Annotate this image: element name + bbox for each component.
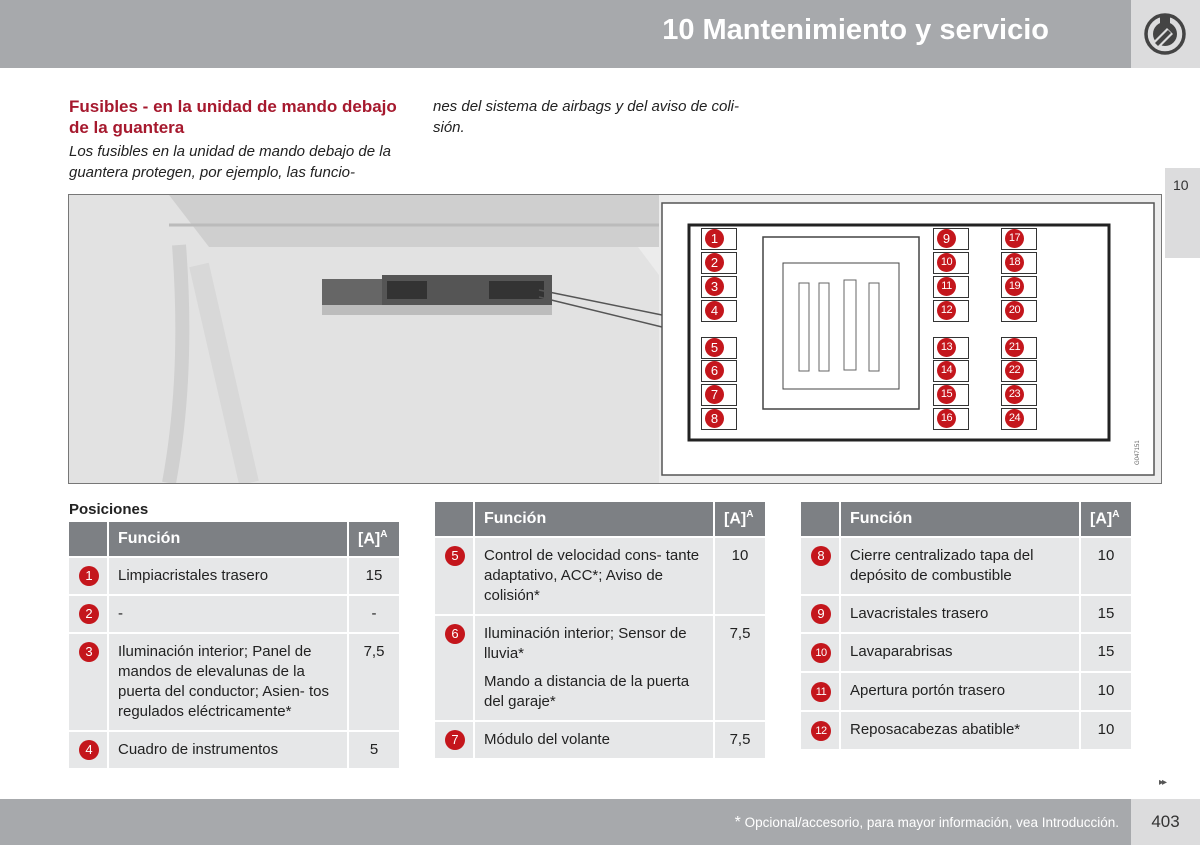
amp-header-label: [A] <box>724 510 747 528</box>
amp-header-sup: A <box>746 509 754 521</box>
footer-note-text: Opcional/accesorio, para mayor información, vea Introducción. <box>744 815 1119 830</box>
table-row <box>801 712 1131 749</box>
fuse-function-text: Cierre centralizado tapa del depósito de combustible <box>850 547 1034 584</box>
fuse-function-cell <box>107 558 347 594</box>
fuse-box-illustration <box>68 194 1162 484</box>
table-row <box>801 673 1131 710</box>
fuse-amp-cell: 7,5 <box>713 722 765 758</box>
fuse-function-cell <box>839 673 1079 710</box>
column-amp-header <box>347 522 399 556</box>
fuse-function-cell <box>107 596 347 632</box>
fuse-amp-cell: 7,5 <box>713 616 765 720</box>
fuse-badge-9: 9 <box>937 229 956 248</box>
table-row <box>801 634 1131 671</box>
table-row <box>435 538 765 614</box>
amp-header-label: [A] <box>1090 510 1113 528</box>
fuse-badge-24: 24 <box>1005 409 1024 428</box>
fuse-badge-16: 16 <box>937 409 956 428</box>
fuse-number-badge: 12 <box>811 721 831 741</box>
column-amp-header <box>1079 502 1131 536</box>
fuse-number-badge: 9 <box>811 604 831 624</box>
fuse-number-cell <box>801 634 839 671</box>
fuse-badge-6: 6 <box>705 361 724 380</box>
table-row <box>69 732 399 768</box>
fuse-badge-21: 21 <box>1005 338 1024 357</box>
fuse-amp-cell: 15 <box>1079 634 1131 671</box>
intro-text-right: nes del sistema de airbags y del aviso de coli- sión. <box>433 98 739 136</box>
fuse-function-cell <box>473 722 713 758</box>
column-number-header <box>801 502 839 536</box>
intro-text-left: Los fusibles en la unidad de mando debajo de la guantera protegen, por ejemplo, las funcio- <box>69 143 391 181</box>
fuse-number-badge: 8 <box>811 546 831 566</box>
fuse-number-cell <box>69 634 107 730</box>
chapter-title: 10 Mantenimiento y servicio <box>662 14 1049 46</box>
fuse-function-text: Iluminación interior; Panel de mandos de elevalunas de la puerta del conductor; Asien- tos regulados eléctricamente* <box>118 643 329 720</box>
amp-header-sup: A <box>1112 509 1120 521</box>
column-number-header <box>435 502 473 536</box>
column-function-header: Función <box>473 502 713 536</box>
amp-header-label: [A] <box>358 530 381 548</box>
fuse-function-text: Cuadro de instrumentos <box>118 741 279 758</box>
fuse-function-text: Apertura portón trasero <box>850 682 1006 699</box>
fuse-badge-22: 22 <box>1005 361 1024 380</box>
column-function-header: Función <box>839 502 1079 536</box>
fuse-function-cell <box>107 732 347 768</box>
fuse-function-text: Limpiacristales trasero <box>118 567 269 584</box>
fuse-number-badge: 11 <box>811 682 831 702</box>
fuse-function-text: Iluminación interior; Sensor de lluvia* <box>484 625 687 662</box>
continue-arrows-icon: ▸▸ <box>1159 777 1166 788</box>
fuse-badge-10: 10 <box>937 253 956 272</box>
positions-label: Posiciones <box>69 501 149 518</box>
table-row <box>435 616 765 720</box>
illustration-code: G047151 <box>1135 440 1141 465</box>
fuse-amp-cell: 15 <box>1079 596 1131 632</box>
fuse-function-cell <box>473 616 713 720</box>
table-row <box>801 596 1131 632</box>
fuse-number-cell <box>435 538 473 614</box>
fuse-badge-8: 8 <box>705 409 724 428</box>
footer-note <box>735 814 1119 832</box>
fuse-function-cell <box>839 596 1079 632</box>
section-title: Fusibles - en la unidad de mando debajo de la guantera <box>69 97 397 137</box>
column-function-header: Función <box>107 522 347 556</box>
table-row <box>435 722 765 758</box>
fuse-function-cell <box>839 634 1079 671</box>
column-amp-header <box>713 502 765 536</box>
fuse-number-cell <box>69 596 107 632</box>
fuse-amp-cell: 10 <box>1079 538 1131 594</box>
fuse-number-cell <box>435 616 473 720</box>
fuse-amp-cell: 5 <box>347 732 399 768</box>
fuse-number-cell <box>801 712 839 749</box>
fuse-number-cell <box>801 596 839 632</box>
fuse-amp-cell: 10 <box>713 538 765 614</box>
fuse-amp-cell: 15 <box>347 558 399 594</box>
fuse-number-badge: 10 <box>811 643 831 663</box>
fuse-badge-18: 18 <box>1005 253 1024 272</box>
fuse-number-badge: 7 <box>445 730 465 750</box>
page-number: 403 <box>1131 799 1200 845</box>
fuse-badge-14: 14 <box>937 361 956 380</box>
fuse-function-cell <box>839 712 1079 749</box>
fuse-table-3 <box>801 500 1131 751</box>
fuse-badge-19: 19 <box>1005 277 1024 296</box>
fuse-badge-20: 20 <box>1005 301 1024 320</box>
fuse-badge-17: 17 <box>1005 229 1024 248</box>
fuse-function-cell <box>839 538 1079 594</box>
fuse-badge-5: 5 <box>705 338 724 357</box>
fuse-amp-cell: 7,5 <box>347 634 399 730</box>
page-header <box>0 0 1131 68</box>
table-row <box>69 596 399 632</box>
table-row <box>69 634 399 730</box>
fuse-table-2 <box>435 500 765 760</box>
fuse-badge-23: 23 <box>1005 385 1024 404</box>
wrench-gear-icon <box>1143 12 1187 56</box>
fuse-function-text: - <box>118 605 123 622</box>
fuse-badge-11: 11 <box>937 277 956 296</box>
fuse-function-text: Lavacristales trasero <box>850 605 989 622</box>
fuse-function-cell <box>473 538 713 614</box>
fuse-function-text-secondary: Mando a distancia de la puerta del garaje* <box>484 673 690 710</box>
fuse-amp-cell: 10 <box>1079 712 1131 749</box>
fuse-amp-cell: - <box>347 596 399 632</box>
chapter-side-tab[interactable] <box>1165 168 1200 258</box>
fuse-badge-1: 1 <box>705 229 724 248</box>
fuse-number-cell <box>801 538 839 594</box>
fuse-number-cell <box>435 722 473 758</box>
fuse-badge-3: 3 <box>705 277 724 296</box>
fuse-badge-12: 12 <box>937 301 956 320</box>
chapter-icon-box <box>1131 0 1200 68</box>
fuse-table-1 <box>69 520 399 770</box>
fuse-amp-cell: 10 <box>1079 673 1131 710</box>
fuse-number-badge: 6 <box>445 624 465 644</box>
chapter-side-tab-label: 10 <box>1173 177 1189 193</box>
fuse-function-text: Control de velocidad cons- tante adaptativo, ACC*; Aviso de colisión* <box>484 547 700 604</box>
table-row <box>801 538 1131 594</box>
amp-header-sup: A <box>380 529 388 541</box>
page-footer <box>0 799 1131 845</box>
fuse-number-badge: 5 <box>445 546 465 566</box>
fuse-function-text: Reposacabezas abatible* <box>850 721 1021 738</box>
fuse-number-cell <box>69 558 107 594</box>
fuse-number-badge: 1 <box>79 566 99 586</box>
fuse-badge-7: 7 <box>705 385 724 404</box>
fuse-number-badge: 4 <box>79 740 99 760</box>
column-number-header <box>69 522 107 556</box>
fuse-function-cell <box>107 634 347 730</box>
fuse-function-text: Lavaparabrisas <box>850 643 953 660</box>
fuse-function-text: Módulo del volante <box>484 731 610 748</box>
fuse-number-cell <box>69 732 107 768</box>
fuse-badge-4: 4 <box>705 301 724 320</box>
fuse-badge-15: 15 <box>937 385 956 404</box>
fuse-number-badge: 3 <box>79 642 99 662</box>
fuse-badge-13: 13 <box>937 338 956 357</box>
fuse-box-drawing <box>69 195 1161 483</box>
fuse-number-badge: 2 <box>79 604 99 624</box>
fuse-badge-2: 2 <box>705 253 724 272</box>
fuse-number-cell <box>801 673 839 710</box>
table-row <box>69 558 399 594</box>
footer-star: * <box>734 814 741 831</box>
